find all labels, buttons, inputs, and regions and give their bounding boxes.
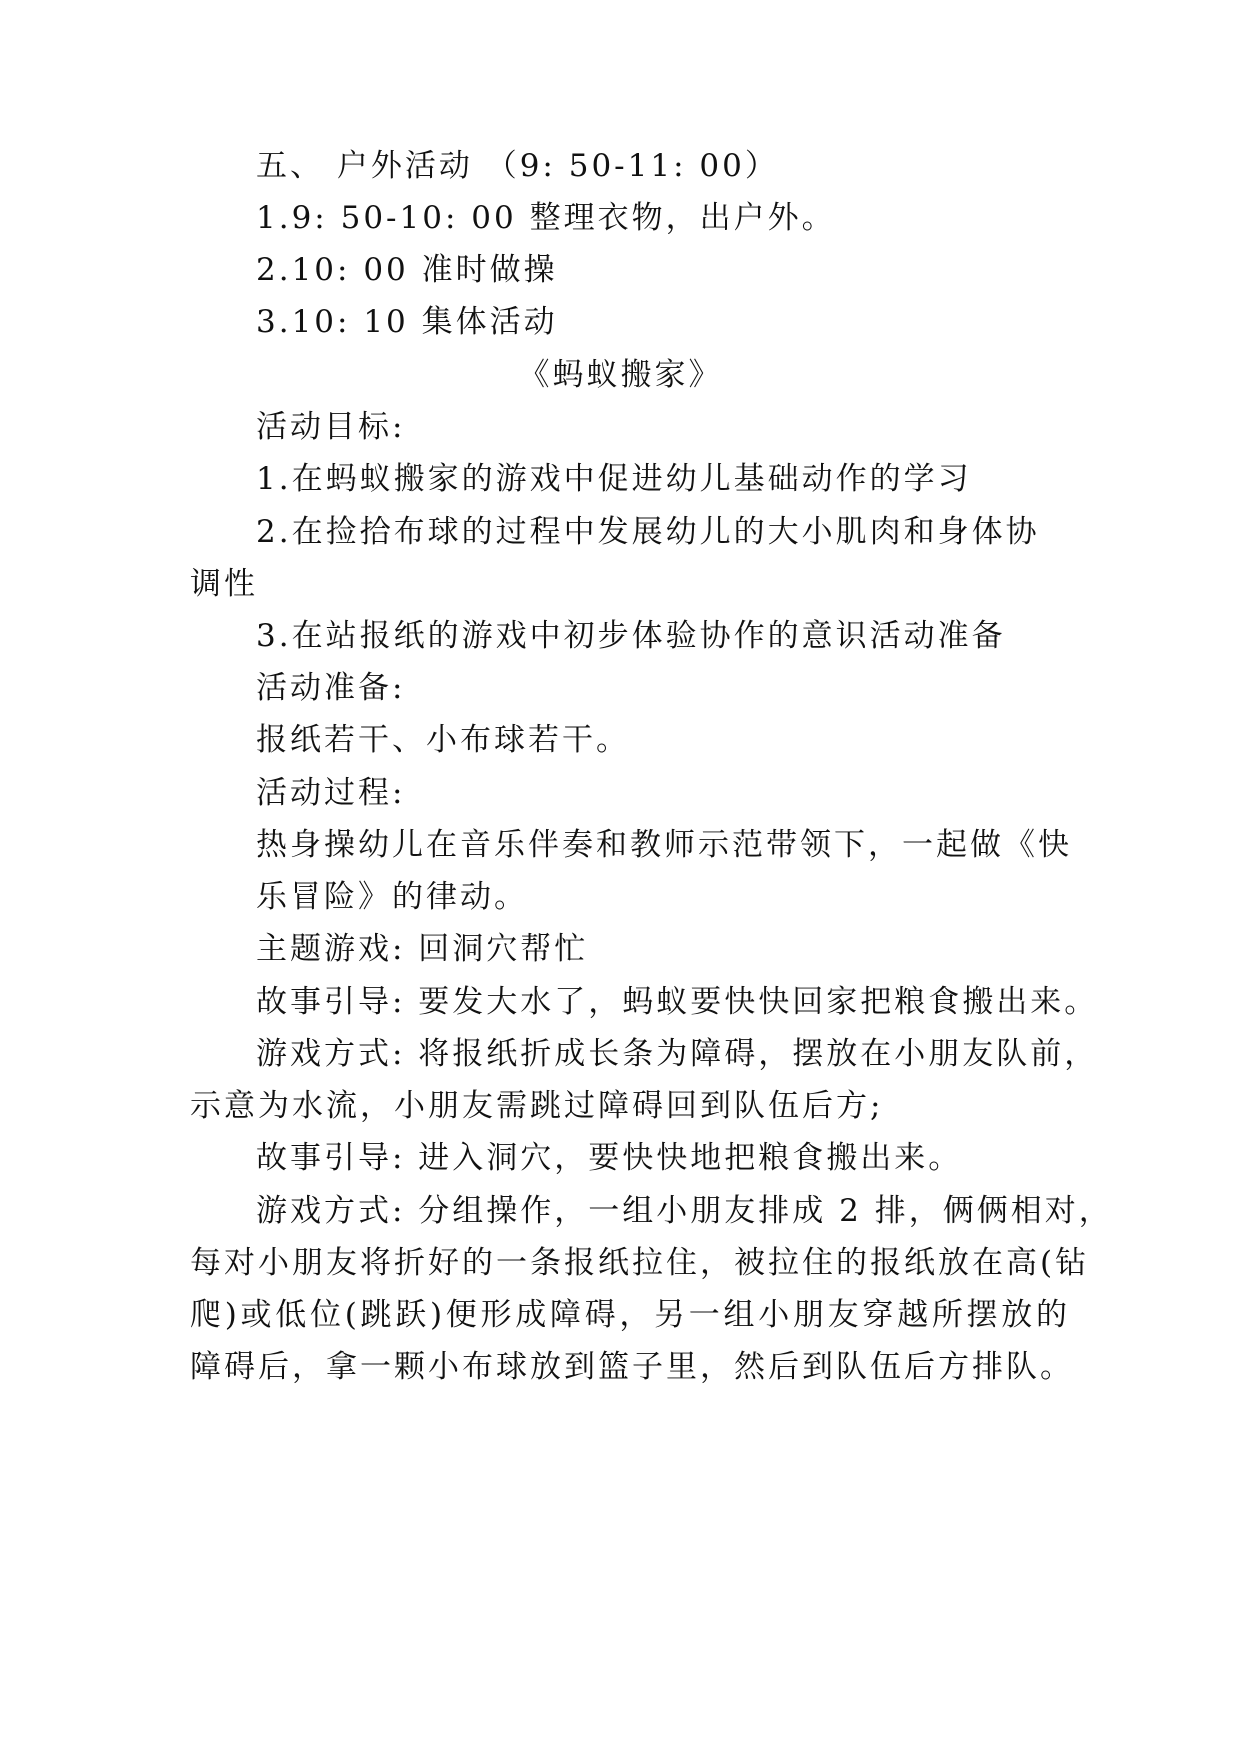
- schedule-item: 2.10: 00 准时做操: [256, 252, 558, 288]
- story-guide-2: 故事引导: 进入洞穴，要快快地把粮食搬出来。: [256, 1140, 963, 1176]
- activity-title: 《蚂蚁搬家》: [518, 357, 723, 393]
- prep-heading: 活动准备:: [256, 670, 406, 706]
- game-method-2: 游戏方式: 分组操作，一组小朋友排成 2 排，俩俩相对，: [256, 1193, 1113, 1229]
- section-heading: 五、 户外活动 （9: 50-11: 00）: [256, 148, 779, 184]
- game-method-2-continued: 障碍后，拿一颗小布球放到篮子里，然后到队伍后方排队。: [190, 1349, 1074, 1385]
- goal-item: 2.在捡拾布球的过程中发展幼儿的大小肌肉和身体协: [256, 514, 1040, 550]
- schedule-item: 3.10: 10 集体活动: [256, 304, 558, 340]
- warmup-text: 热身操幼儿在音乐伴奏和教师示范带领下，一起做《快: [256, 827, 1072, 863]
- schedule-item: 1.9: 50-10: 00 整理衣物，出户外。: [256, 200, 836, 236]
- goal-item-continued: 调性: [190, 566, 258, 602]
- goal-item: 3.在站报纸的游戏中初步体验协作的意识活动准备: [256, 618, 1006, 654]
- game-method-1: 游戏方式: 将报纸折成长条为障碍，摆放在小朋友队前，: [256, 1036, 1099, 1072]
- process-heading: 活动过程:: [256, 775, 406, 811]
- story-guide-1: 故事引导: 要发大水了，蚂蚁要快快回家把粮食搬出来。: [256, 984, 1099, 1020]
- warmup-text-continued: 乐冒险》的律动。: [256, 879, 528, 915]
- goal-item: 1.在蚂蚁搬家的游戏中促进幼儿基础动作的学习: [256, 461, 972, 497]
- prep-text: 报纸若干、小布球若干。: [256, 722, 630, 758]
- game-method-1-continued: 示意为水流，小朋友需跳过障碍回到队伍后方;: [190, 1088, 884, 1124]
- game-method-2-continued: 每对小朋友将折好的一条报纸拉住，被拉住的报纸放在高(钻: [190, 1245, 1090, 1281]
- game-method-2-continued: 爬)或低位(跳跃)便形成障碍，另一组小朋友穿越所摆放的: [190, 1297, 1070, 1333]
- goals-heading: 活动目标:: [256, 409, 406, 445]
- theme-game: 主题游戏: 回洞穴帮忙: [256, 931, 589, 967]
